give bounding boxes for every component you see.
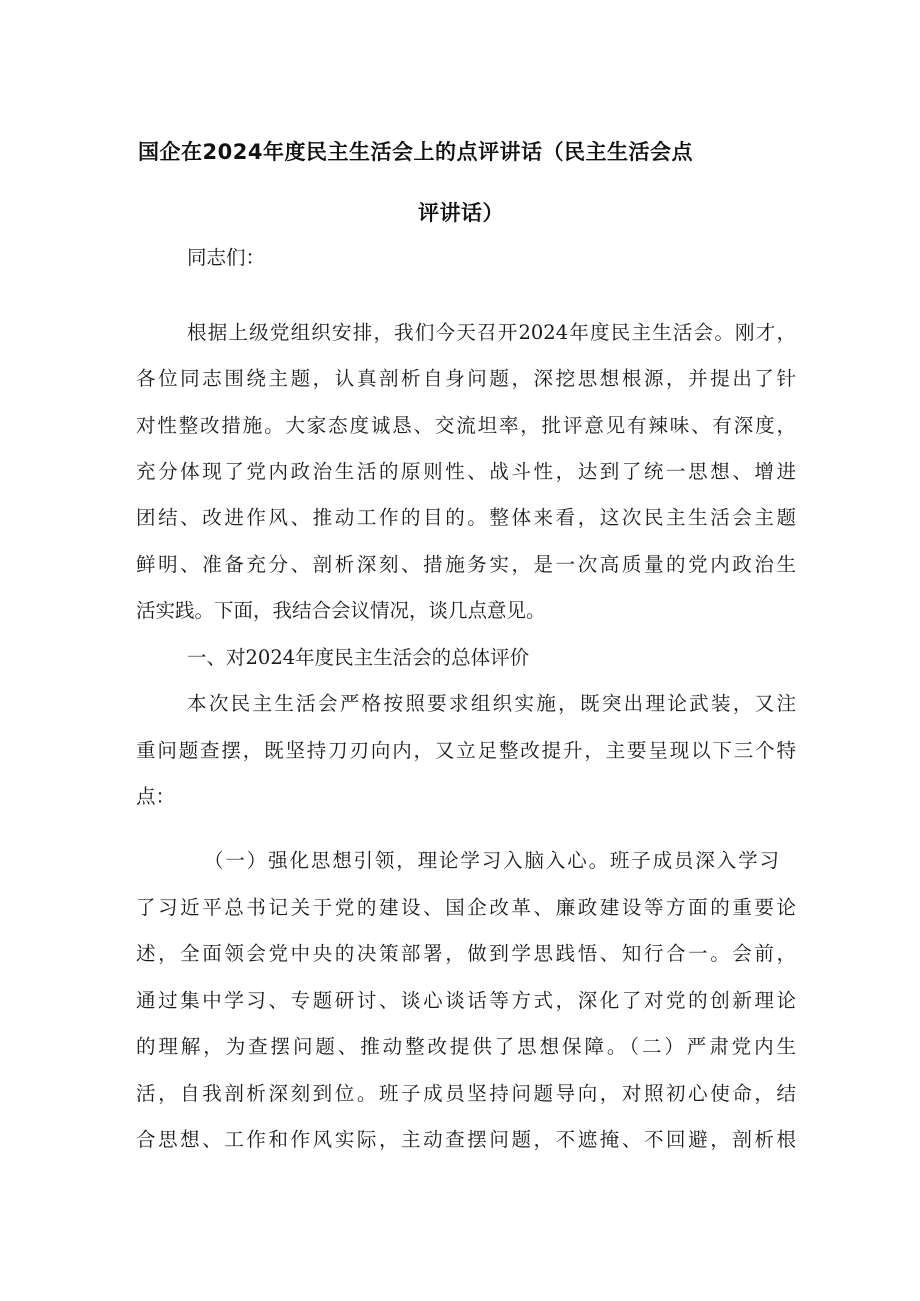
paragraph-line: 各位同志围绕主题，认真剖析自身问题，深挖思想根源，并提出了针 xyxy=(136,367,796,390)
paragraph-line: 点： xyxy=(136,785,176,808)
paragraph-line: 充分体现了党内政治生活的原则性、战斗性，达到了统一思想、增进 xyxy=(136,460,796,483)
paragraph-line: 活实践。下面，我结合会议情况，谈几点意见。 xyxy=(136,599,546,622)
subsection-line: （一）强化思想引领，理论学习入脑入心。班子成员深入学习 xyxy=(204,849,779,872)
paragraph-line: 本次民主生活会严格按照要求组织实施，既突出理论武装，又注 xyxy=(187,692,796,715)
section-heading: 一、对2024年度民主生活会的总体评价 xyxy=(187,646,530,669)
document-title-line-2: 评讲话） xyxy=(418,201,504,225)
paragraph-line: 团结、改进作风、推动工作的目的。整体来看，这次民主生活会主题 xyxy=(136,506,796,529)
document-title-line-1: 国企在2024年度民主生活会上的点评讲话（民主生活会点 xyxy=(138,140,693,164)
paragraph-line: 了习近平总书记关于党的建设、国企改革、廉政建设等方面的重要论 xyxy=(136,896,796,919)
paragraph-line: 的理解，为查摆问题、推动整改提供了思想保障。（二）严肃党内生 xyxy=(136,1035,796,1058)
paragraph-line: 根据上级党组织安排，我们今天召开2024年度民主生活会。刚才， xyxy=(187,321,796,344)
paragraph-line: 述，全面领会党中央的决策部署，做到学思践悟、知行合一。会前， xyxy=(136,942,796,965)
paragraph-line: 对性整改措施。大家态度诚恳、交流坦率，批评意见有辣味、有深度， xyxy=(136,414,796,437)
paragraph-line: 通过集中学习、专题研讨、谈心谈话等方式，深化了对党的创新理论 xyxy=(136,989,796,1012)
paragraph-line: 鲜明、准备充分、剖析深刻、措施务实，是一次高质量的党内政治生 xyxy=(136,553,796,576)
paragraph-line: 重问题查摆，既坚持刀刃向内，又立足整改提升，主要呈现以下三个特 xyxy=(136,739,796,762)
paragraph-line: 合思想、工作和作风实际，主动查摆问题，不遮掩、不回避，剖析根 xyxy=(136,1128,796,1151)
salutation: 同志们： xyxy=(187,246,266,269)
paragraph-line: 活，自我剖析深刻到位。班子成员坚持问题导向，对照初心使命，结 xyxy=(136,1082,796,1105)
